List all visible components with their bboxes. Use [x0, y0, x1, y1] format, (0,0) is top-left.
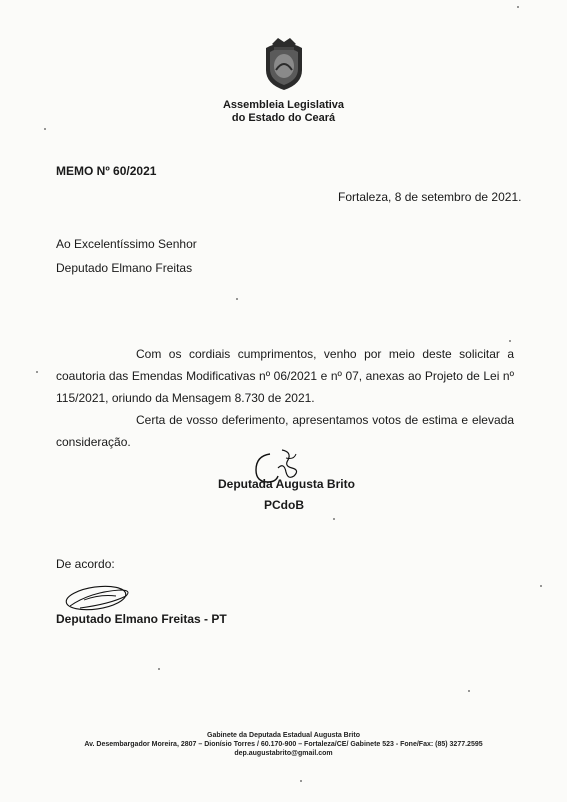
org-name-line1: Assembleia Legislativa — [222, 99, 345, 111]
scan-speck — [236, 298, 238, 300]
agreement-label: De acordo: — [56, 557, 115, 571]
agreement-signatory-name: Deputado Elmano Freitas - PT — [56, 612, 227, 626]
elmano-freitas-signature-mark — [60, 582, 140, 616]
signatory-name: Deputada Augusta Brito — [218, 477, 355, 491]
body-paragraph-closing: Certa de vosso deferimento, apresentamos votos de estima e elevada consideração. — [56, 413, 514, 449]
memo-date: Fortaleza, 8 de setembro de 2021. — [338, 190, 522, 204]
scan-speck — [36, 371, 38, 373]
scan-speck — [517, 6, 519, 8]
footer-office: Gabinete da Deputada Estadual Augusta Brito — [207, 732, 360, 739]
memo-number: MEMO Nº 60/2021 — [56, 164, 157, 178]
ceara-coat-of-arms-seal — [262, 36, 306, 92]
scan-speck — [158, 668, 160, 670]
scan-speck — [540, 585, 542, 587]
recipient-salutation: Ao Excelentíssimo Senhor — [56, 237, 197, 251]
body-paragraph-request: Com os cordiais cumprimentos, venho por meio deste solicitar a coautoria das Emendas Modificativas nº 06/2021 e nº 07, anexas ao Projeto de Lei nº 115/2021, oriundo da Mensagem 8.730 de 2021. — [56, 347, 514, 405]
scan-speck — [300, 780, 302, 782]
scan-speck — [44, 128, 46, 130]
org-name-line2: do Estado do Ceará — [231, 112, 336, 124]
scan-speck — [468, 690, 470, 692]
footer-address: Av. Desembargador Moreira, 2807 – Dionísio Torres / 60.170-900 – Fortaleza/CE/ Gabinete 523 - Fone/Fax: (85) 3277.2595 — [84, 741, 483, 748]
signatory-party: PCdoB — [264, 498, 304, 512]
footer-email: dep.augustabrito@gmail.com — [234, 750, 333, 757]
scan-speck — [509, 340, 511, 342]
scan-speck — [333, 518, 335, 520]
recipient-name: Deputado Elmano Freitas — [56, 261, 193, 275]
